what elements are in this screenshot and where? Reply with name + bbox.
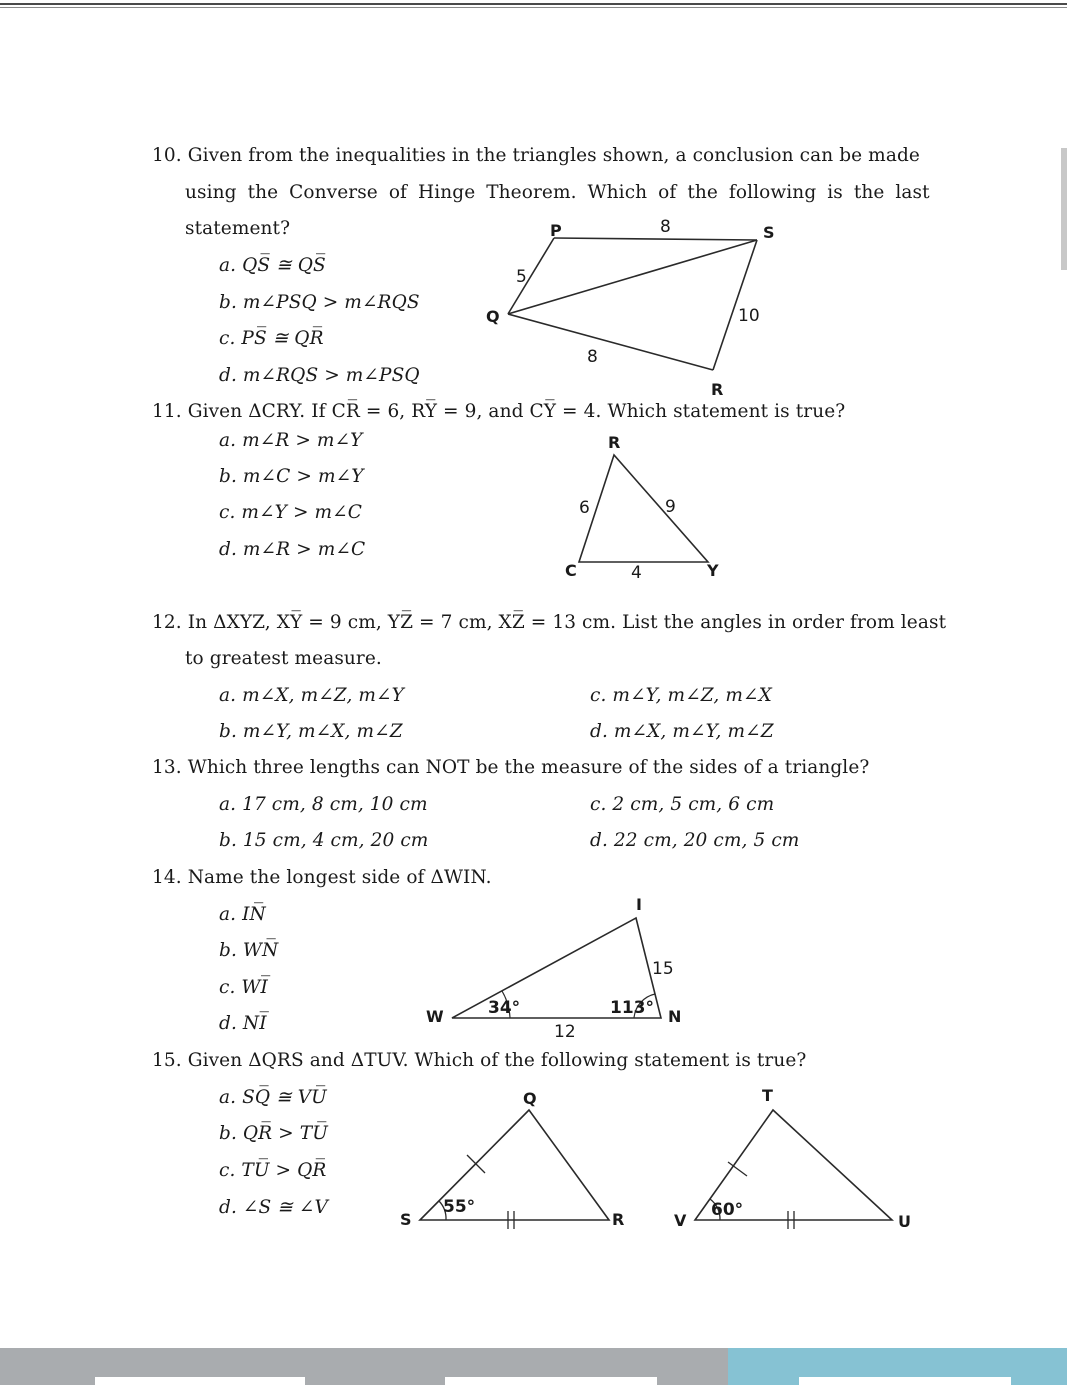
triangle-cry	[579, 455, 708, 562]
q10-option-c: c. PS̅ ≅ QR̅	[219, 328, 324, 349]
q11-option-d: d. m∠R > m∠C	[219, 539, 366, 560]
vertex-r-label: R	[608, 433, 621, 452]
q15-option-a: a. SQ̅ ≅ VU̅	[219, 1087, 327, 1108]
q11-option-c: c. m∠Y > m∠C	[219, 502, 363, 523]
q14-option-a: a. IN̅	[219, 904, 266, 925]
segment-sr	[713, 240, 757, 370]
vertex-t-label: T	[762, 1086, 773, 1105]
q11-text-line1: 11. Given ΔCRY. If CR̅ = 6, RY̅ = 9, and CY̅ = 4. Which statement is true?	[152, 401, 846, 422]
vertex-q-label: Q	[523, 1089, 537, 1108]
segment-qr	[508, 314, 713, 370]
q10-text-line1: 10. Given from the inequalities in the triangles shown, a conclusion can be made	[152, 145, 920, 166]
q13-option-b: b. 15 cm, 4 cm, 20 cm	[219, 830, 429, 851]
q15-option-b: b. QR̅ > TU̅	[219, 1123, 328, 1144]
vertex-r-label: R	[612, 1210, 625, 1229]
q13-option-c: c. 2 cm, 5 cm, 6 cm	[590, 794, 775, 815]
q11-option-a: a. m∠R > m∠Y	[219, 430, 363, 451]
q15-triangles-figure	[390, 1080, 930, 1240]
q10-option-b: b. m∠PSQ > m∠RQS	[219, 292, 420, 313]
vertex-p-label: P	[550, 221, 562, 240]
q13-text-line1: 13. Which three lengths can NOT be the measure of the sides of a triangle?	[152, 757, 870, 778]
angle-w-measure: 34°	[488, 998, 521, 1018]
q14-triangle-figure	[420, 890, 700, 1050]
side-wn-length: 12	[554, 1022, 576, 1042]
q13-option-d: d. 22 cm, 20 cm, 5 cm	[590, 830, 800, 851]
q11-triangle-figure	[555, 430, 730, 585]
angle-v-measure: 60°	[711, 1200, 744, 1220]
q15-option-d: d. ∠S ≅ ∠V	[219, 1197, 328, 1218]
q12-option-c: c. m∠Y, m∠Z, m∠X	[590, 685, 772, 706]
side-ps-length: 8	[660, 217, 671, 237]
vertex-q-label: Q	[486, 307, 500, 326]
q12-option-a: a. m∠X, m∠Z, m∠Y	[219, 685, 404, 706]
q14-option-d: d. NI̅	[219, 1013, 267, 1034]
vertex-u-label: U	[898, 1212, 911, 1231]
scrollbar-thumb[interactable]	[1061, 148, 1067, 270]
q12-option-d: d. m∠X, m∠Y, m∠Z	[590, 721, 774, 742]
angle-n-measure: 113°	[610, 998, 654, 1018]
bottom-bar-tab-2[interactable]	[445, 1377, 657, 1385]
q15-option-c: c. TU̅ > QR̅	[219, 1160, 327, 1181]
q13-option-a: a. 17 cm, 8 cm, 10 cm	[219, 794, 428, 815]
q12-option-b: b. m∠Y, m∠X, m∠Z	[219, 721, 403, 742]
side-pq-length: 5	[516, 267, 527, 287]
side-ry-length: 9	[665, 497, 676, 517]
vertex-c-label: C	[565, 561, 577, 580]
side-qr-length: 8	[587, 347, 598, 367]
side-cy-length: 4	[631, 563, 642, 583]
q12-text-line2: to greatest measure.	[185, 648, 382, 669]
bottom-bar-tab-3[interactable]	[799, 1377, 1011, 1385]
vertex-y-label: Y	[707, 561, 719, 580]
top-border	[0, 0, 1067, 10]
q14-text-line1: 14. Name the longest side of ΔWIN.	[152, 867, 492, 888]
q14-option-c: c. WI̅	[219, 977, 268, 998]
vertex-w-label: W	[426, 1007, 444, 1026]
q12-text-line1: 12. In ΔXYZ, XY̅ = 9 cm, YZ̅ = 7 cm, XZ̅ = 13 cm. List the angles in order from least	[152, 612, 947, 633]
angle-s-measure: 55°	[443, 1197, 476, 1217]
q14-option-b: b. WN̅	[219, 940, 279, 961]
q10-quadrilateral-figure	[470, 210, 800, 405]
side-sr-length: 10	[738, 306, 760, 326]
side-cr-length: 6	[579, 498, 590, 518]
vertex-v-label: V	[674, 1211, 687, 1230]
bottom-bar-tab-1[interactable]	[95, 1377, 305, 1385]
vertex-s-label: S	[763, 223, 775, 242]
q11-option-b: b. m∠C > m∠Y	[219, 466, 364, 487]
side-in-length: 15	[652, 959, 674, 979]
vertex-i-label: I	[636, 895, 642, 914]
q10-text-line3: statement?	[185, 218, 291, 239]
q15-text-line1: 15. Given ΔQRS and ΔTUV. Which of the following statement is true?	[152, 1050, 807, 1071]
vertex-n-label: N	[668, 1007, 682, 1026]
q10-option-d: d. m∠RQS > m∠PSQ	[219, 365, 420, 386]
vertex-s-label: S	[400, 1210, 412, 1229]
vertex-r-label: R	[711, 380, 724, 399]
q10-option-a: a. QS̅ ≅ QS̅	[219, 255, 326, 276]
segment-ps	[554, 238, 757, 240]
q10-text-line2: using the Converse of Hinge Theorem. Which of the following is the last	[185, 182, 930, 203]
bottom-navigation-bar	[0, 1348, 1067, 1385]
